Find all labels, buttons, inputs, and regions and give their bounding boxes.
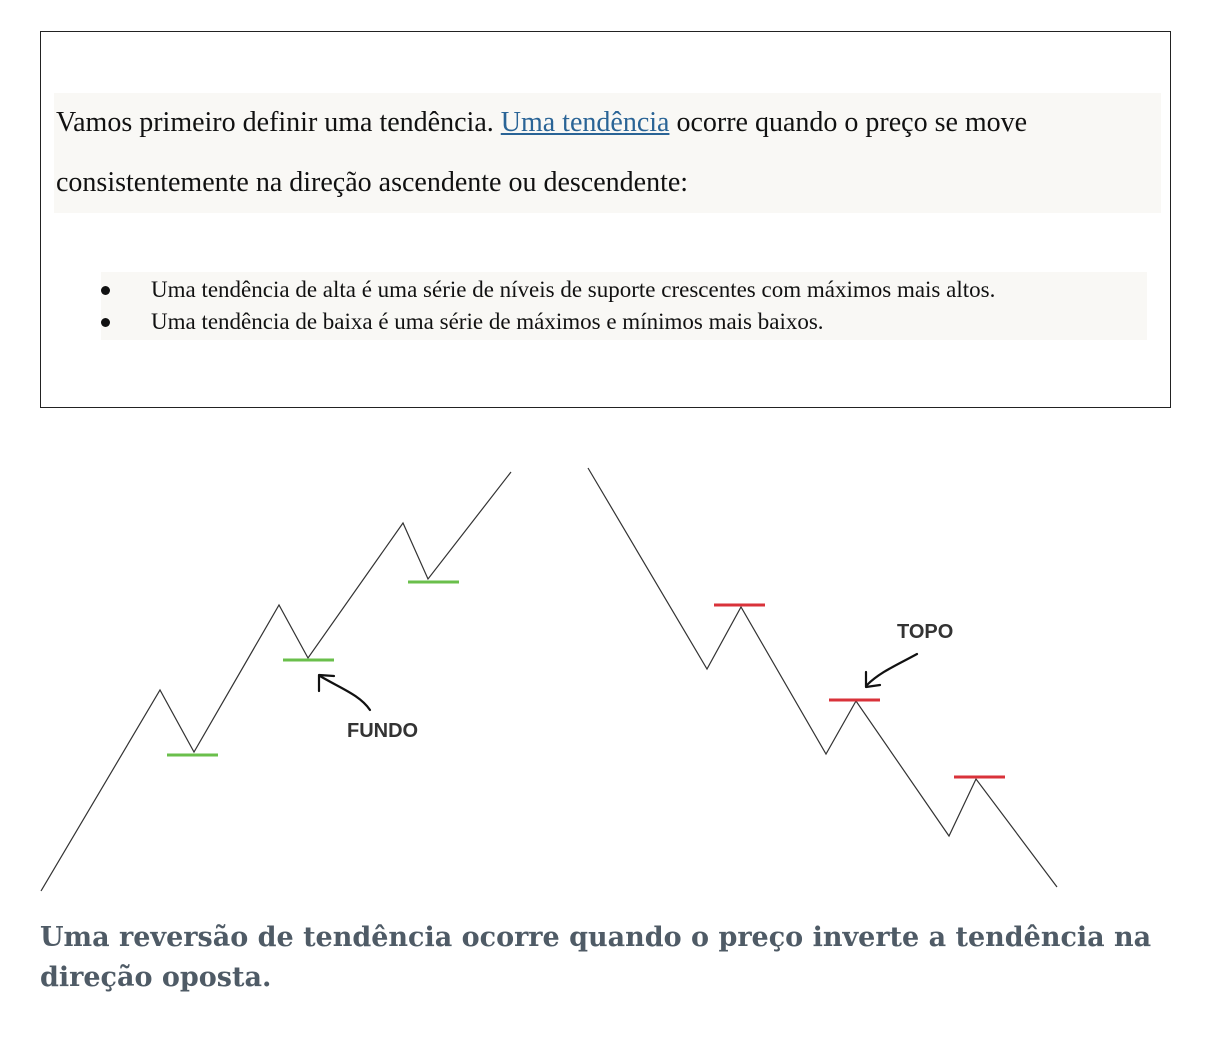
uptrend-definition: Uma tendência de alta é uma série de níveis de suporte crescentes com máximos mais altos. (151, 277, 996, 302)
topo-label: TOPO (897, 621, 954, 643)
downtrend-definition: Uma tendência de baixa é uma série de máximos e mínimos mais baixos. (151, 309, 824, 334)
downtrend-line (588, 468, 1057, 887)
bullet-icon (101, 286, 110, 295)
quote-box (40, 31, 1171, 408)
list-item (101, 306, 1147, 338)
trend-link[interactable]: Uma tendência (500, 107, 670, 138)
trend-diagram (0, 440, 1216, 910)
reversal-caption: Uma reversão de tendência ocorre quando o preço inverte a tendência na direção oposta. (40, 922, 1152, 993)
list-item (101, 274, 1147, 306)
fundo-label: FUNDO (347, 720, 419, 742)
intro-text-end: ocorre quando o preço se move consistentemente na direção ascendente ou descendente: (56, 107, 1028, 198)
fundo-arrow-icon (320, 676, 370, 710)
trend-definition-list (101, 272, 1147, 340)
intro-text-start: Vamos primeiro definir uma tendência. (56, 107, 501, 138)
uptrend-line (41, 472, 511, 891)
bullet-icon (101, 318, 110, 327)
intro-paragraph (54, 93, 1161, 213)
topo-arrow-icon (867, 654, 917, 685)
